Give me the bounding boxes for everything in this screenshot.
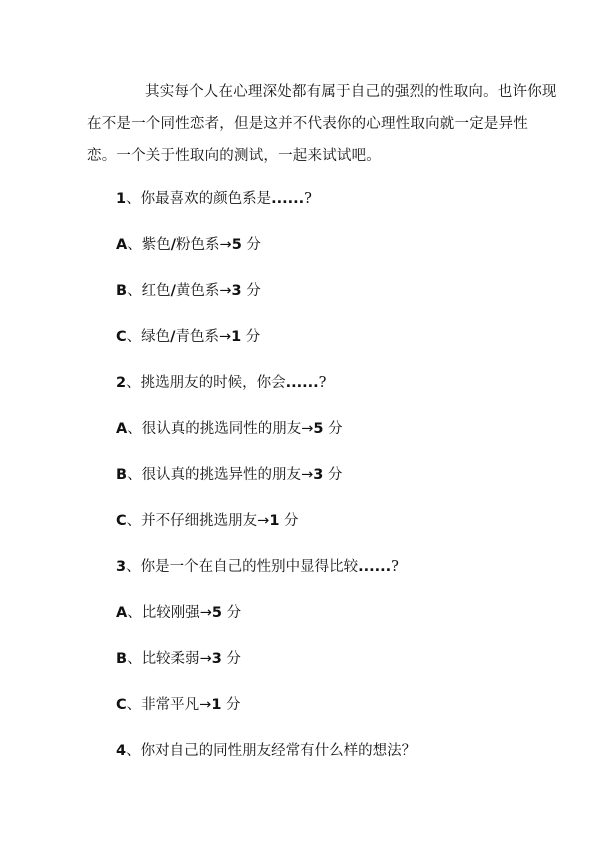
score-unit: 分 (241, 283, 261, 299)
score-unit: 分 (221, 697, 241, 713)
separator: 、 (126, 697, 142, 713)
arrow-icon: → (199, 605, 212, 621)
separator: 、 (126, 329, 142, 345)
question-text: 你最喜欢的颜色系是 (140, 191, 272, 207)
separator: 、 (127, 421, 142, 437)
option-text-2: 黄色系 (175, 283, 220, 299)
question-number: 1 (116, 191, 127, 207)
option-letter: A (116, 605, 128, 621)
score: 5 (211, 605, 222, 621)
score: 3 (313, 467, 324, 483)
separator: 、 (127, 467, 142, 483)
option-letter: B (116, 651, 128, 667)
score: 3 (211, 651, 222, 667)
question-2 (116, 373, 326, 393)
question-mark: ? (391, 559, 399, 575)
arrow-icon: → (257, 513, 270, 529)
separator: 、 (126, 559, 141, 575)
score-unit: 分 (241, 237, 261, 253)
question-1 (116, 189, 312, 209)
question-text: 你对自己的同性朋友经常有什么样的想法？ (140, 743, 417, 759)
score: 1 (269, 513, 280, 529)
separator: 、 (127, 237, 142, 253)
option-text-2: 粉色系 (176, 237, 220, 253)
option-letter: A (116, 237, 128, 253)
score: 1 (231, 329, 242, 345)
arrow-icon: → (199, 697, 212, 713)
score-unit: 分 (323, 421, 343, 437)
question-3 (116, 557, 399, 577)
option-letter: C (116, 513, 127, 529)
question-text: 挑选朋友的时候，你会 (140, 375, 286, 391)
question-mark: ? (304, 191, 312, 207)
option-letter: B (116, 467, 128, 483)
option-letter: C (116, 697, 127, 713)
arrow-icon: → (219, 237, 232, 253)
separator: 、 (126, 191, 141, 207)
score-unit: 分 (241, 329, 261, 345)
ellipsis: ...... (271, 191, 305, 207)
question-4 (116, 741, 416, 761)
arrow-icon: → (301, 467, 314, 483)
option-letter: B (116, 283, 128, 299)
option-text: 红色 (141, 283, 171, 299)
slash: / (170, 237, 177, 253)
option-text: 很认真的挑选异性的朋友 (141, 467, 302, 483)
option-2a (116, 419, 343, 439)
ellipsis: ...... (285, 375, 319, 391)
option-text: 很认真的挑选同性的朋友 (141, 421, 302, 437)
question-text: 你是一个在自己的性别中显得比较 (140, 559, 359, 575)
option-3a (116, 603, 241, 623)
intro-line-3: 恋。一个关于性取向的测试，一起来试试吧。 (87, 148, 381, 164)
separator: 、 (127, 651, 142, 667)
question-number: 3 (116, 559, 127, 575)
intro-line-1: 其实每个人在心理深处都有属于自己的强烈的性取向。也许你现 (145, 84, 557, 100)
score: 3 (231, 283, 242, 299)
arrow-icon: → (301, 421, 314, 437)
option-text: 比较刚强 (141, 605, 200, 621)
option-1b (116, 281, 261, 301)
score-unit: 分 (279, 513, 299, 529)
question-number: 4 (116, 743, 127, 759)
option-text: 紫色 (141, 237, 171, 253)
separator: 、 (126, 743, 141, 759)
option-text: 非常平凡 (141, 697, 200, 713)
separator: 、 (127, 283, 142, 299)
option-text: 并不仔细挑选朋友 (141, 513, 258, 529)
arrow-icon: → (219, 283, 232, 299)
option-1a (116, 235, 261, 255)
slash: / (170, 283, 176, 299)
option-letter: A (116, 421, 128, 437)
slash: / (170, 329, 176, 345)
arrow-icon: → (199, 651, 212, 667)
score-unit: 分 (221, 605, 242, 621)
option-1c (116, 327, 260, 347)
question-number: 2 (116, 375, 127, 391)
score: 1 (211, 697, 222, 713)
score: 5 (231, 237, 242, 253)
score-unit: 分 (323, 467, 343, 483)
question-mark: ? (318, 375, 327, 391)
option-text: 绿色 (141, 329, 171, 345)
intro-line-2: 在不是一个同性恋者，但是这并不代表你的心理性取向就一定是异性 (87, 116, 528, 132)
option-3b (116, 649, 241, 669)
separator: 、 (127, 605, 142, 621)
option-text-2: 青色系 (175, 329, 219, 345)
ellipsis: ...... (358, 559, 392, 575)
option-letter: C (116, 329, 127, 345)
arrow-icon: → (218, 329, 232, 345)
separator: 、 (126, 513, 142, 529)
score-unit: 分 (221, 651, 241, 667)
option-2c (116, 511, 299, 531)
score: 5 (313, 421, 324, 437)
intro-paragraph (87, 76, 557, 172)
option-text: 比较柔弱 (141, 651, 200, 667)
option-2b (116, 465, 342, 485)
separator: 、 (126, 375, 141, 391)
option-3c (116, 695, 241, 715)
